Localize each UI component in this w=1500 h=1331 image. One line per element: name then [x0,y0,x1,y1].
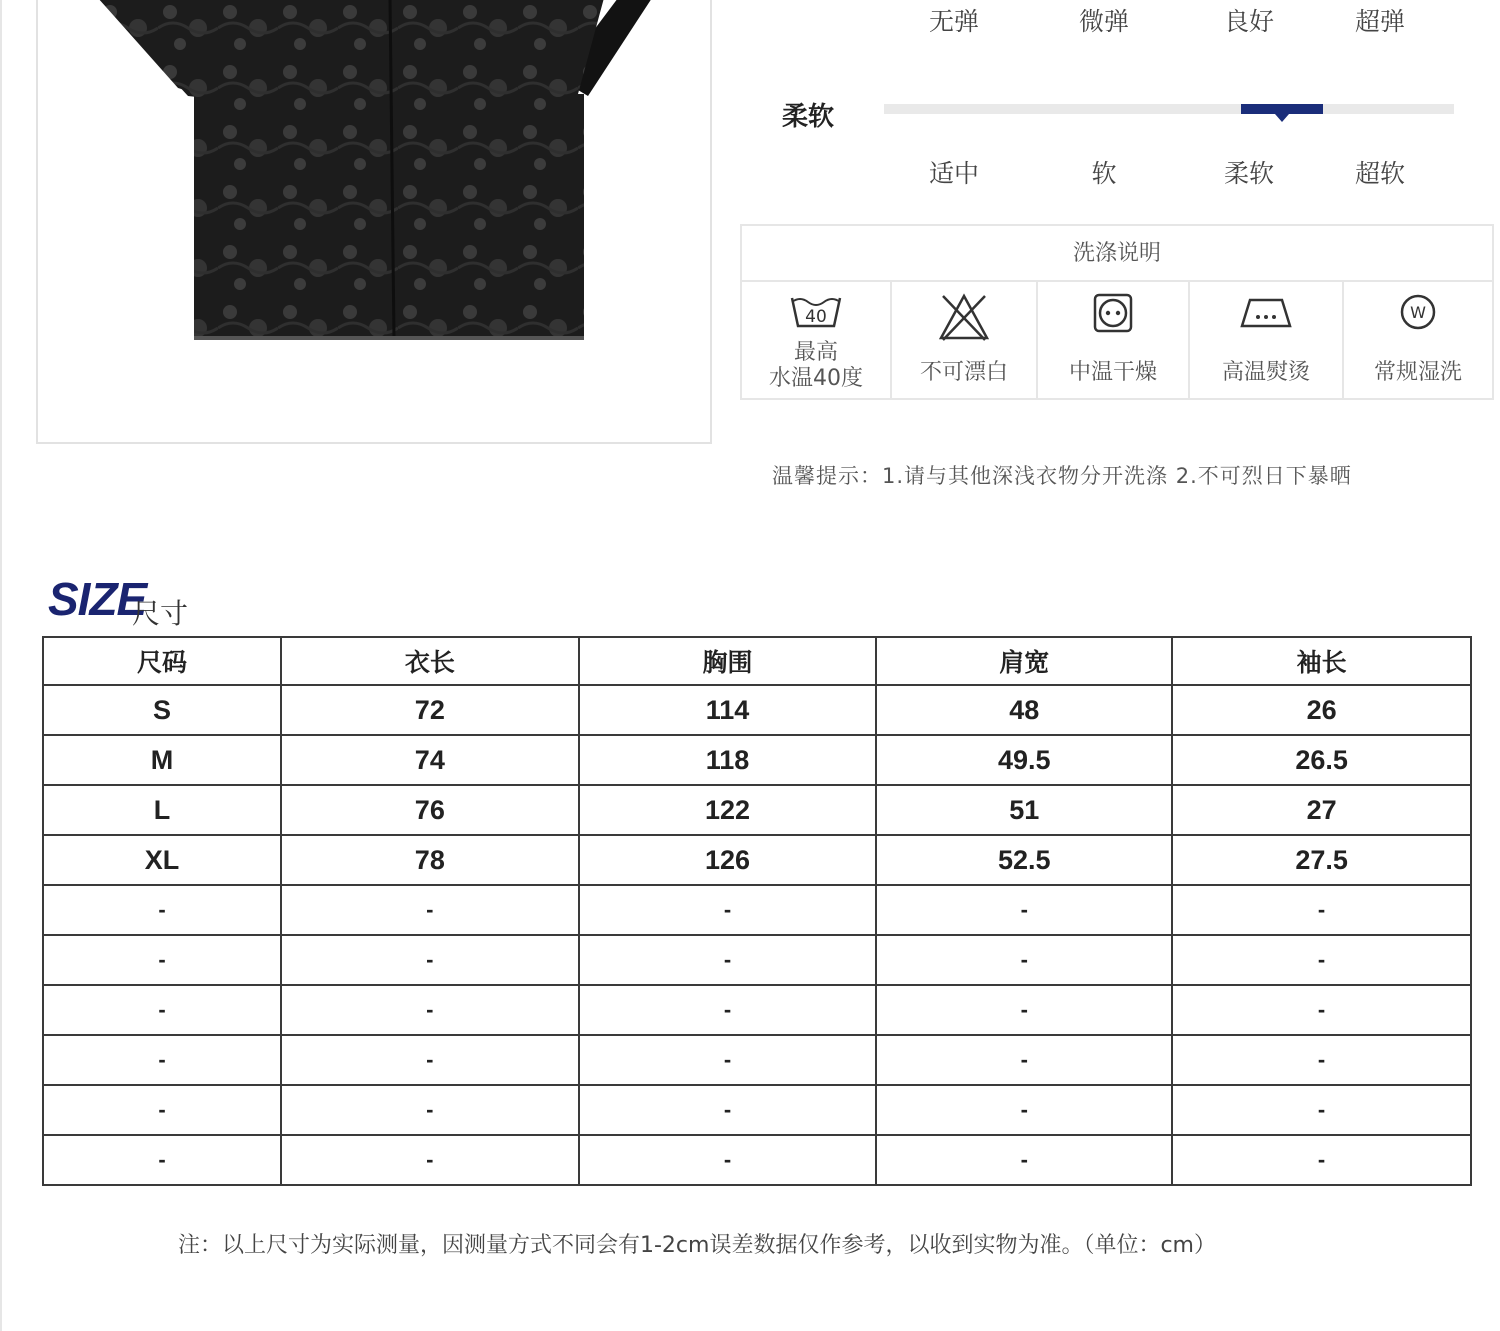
table-cell: 74 [281,735,579,785]
product-image-frame [36,0,712,444]
table-row [43,735,1471,785]
column-header: 袖长 [1172,637,1471,685]
no-bleach-icon [937,292,991,342]
elasticity-label: 微弹 [1078,7,1130,36]
table-cell: - [43,1035,281,1085]
table-cell: - [579,885,877,935]
size-heading-cn: 尺寸 [132,597,189,630]
table-cell: 76 [281,785,579,835]
wash-label: 中温干燥 [1068,360,1157,385]
table-cell: 122 [579,785,877,835]
page-edge [0,0,2,1331]
table-cell: 49.5 [876,735,1172,785]
table-cell: - [43,935,281,985]
table-cell: - [281,1085,579,1135]
softness-track [884,104,1454,114]
table-cell: - [876,1135,1172,1185]
table-cell: - [1172,1085,1471,1135]
table-cell: 52.5 [876,835,1172,885]
wet-clean-icon [1398,292,1438,332]
elasticity-label: 超弹 [1354,7,1406,36]
table-cell: - [1172,985,1471,1035]
table-cell: - [876,1085,1172,1135]
table-cell: 126 [579,835,877,885]
table-cell: - [43,1135,281,1185]
elasticity-labels [0,2,1500,36]
table-row [43,685,1471,735]
elasticity-label: 良好 [1223,7,1275,36]
wash-item [1344,282,1492,398]
softness-label: 软 [1091,159,1117,188]
table-cell: - [43,985,281,1035]
table-row [43,785,1471,835]
table-row [43,935,1471,985]
table-cell: 51 [876,785,1172,835]
table-cell: - [876,1035,1172,1085]
table-cell: - [1172,935,1471,985]
table-cell: 27 [1172,785,1471,835]
table-row [43,1085,1471,1135]
wash-label: 水温40度 [769,366,863,391]
table-cell: 26 [1172,685,1471,735]
table-cell: 27.5 [1172,835,1471,885]
table-cell: M [43,735,281,785]
elasticity-label: 无弹 [928,7,980,36]
table-cell: - [281,1035,579,1085]
size-heading: SIZE [48,573,147,625]
wash-item [892,282,1038,398]
tumble-dry-medium-icon [1092,292,1134,334]
table-cell: 48 [876,685,1172,735]
table-cell: XL [43,835,281,885]
wash-item [1190,282,1344,398]
table-cell: - [43,885,281,935]
table-cell: 26.5 [1172,735,1471,785]
table-row [43,1135,1471,1185]
table-cell: 118 [579,735,877,785]
care-tip: 温馨提示：1.请与其他深浅衣物分开洗涤 2.不可烈日下暴晒 [772,464,1352,488]
table-cell: - [1172,1135,1471,1185]
wash-title: 洗涤说明 [742,226,1492,282]
softness-label: 超软 [1354,159,1406,188]
wash-instructions [740,224,1494,400]
table-cell: - [876,885,1172,935]
table-cell: - [579,1035,877,1085]
wash-label: 高温熨烫 [1221,360,1310,385]
table-cell: - [1172,1035,1471,1085]
measurement-note: 注：以上尺寸为实际测量，因测量方式不同会有1-2cm误差数据仅作参考，以收到实物为准。（单位：cm） [178,1233,1216,1258]
softness-title: 柔软 [782,102,835,132]
table-cell: 72 [281,685,579,735]
table-cell: 78 [281,835,579,885]
size-table [42,636,1472,1186]
softness-label: 适中 [928,159,980,188]
wet-clean-icon-text: W [1410,303,1426,322]
wash-item [742,282,892,398]
softness-label: 柔软 [1223,159,1275,188]
table-row [43,985,1471,1035]
table-cell: - [281,885,579,935]
table-cell: - [579,1085,877,1135]
wash-40-icon-text: 40 [805,307,827,327]
table-row [43,835,1471,885]
wash-40-icon [788,292,844,332]
column-header: 衣长 [281,637,579,685]
table-cell: - [876,985,1172,1035]
softness-pointer-icon [1275,114,1289,122]
table-row [43,885,1471,935]
table-cell: - [579,985,877,1035]
wash-label: 常规湿洗 [1373,360,1462,385]
table-cell: - [1172,885,1471,935]
table-cell: - [43,1085,281,1135]
shirt-image [38,0,712,444]
wash-label: 最高 [793,340,838,365]
table-cell: - [579,935,877,985]
table-cell: 114 [579,685,877,735]
wash-label: 不可漂白 [919,360,1008,385]
table-row [43,1035,1471,1085]
table-header-row [43,637,1471,685]
table-cell: - [876,935,1172,985]
softness-indicator [1241,104,1323,114]
softness-labels [0,154,1500,188]
table-cell: - [579,1135,877,1185]
column-header: 胸围 [579,637,877,685]
table-cell: - [281,935,579,985]
table-cell: S [43,685,281,735]
iron-high-icon [1236,292,1296,332]
table-cell: - [281,1135,579,1185]
table-cell: L [43,785,281,835]
table-cell: - [281,985,579,1035]
wash-item [1038,282,1190,398]
column-header: 肩宽 [876,637,1172,685]
column-header: 尺码 [43,637,281,685]
